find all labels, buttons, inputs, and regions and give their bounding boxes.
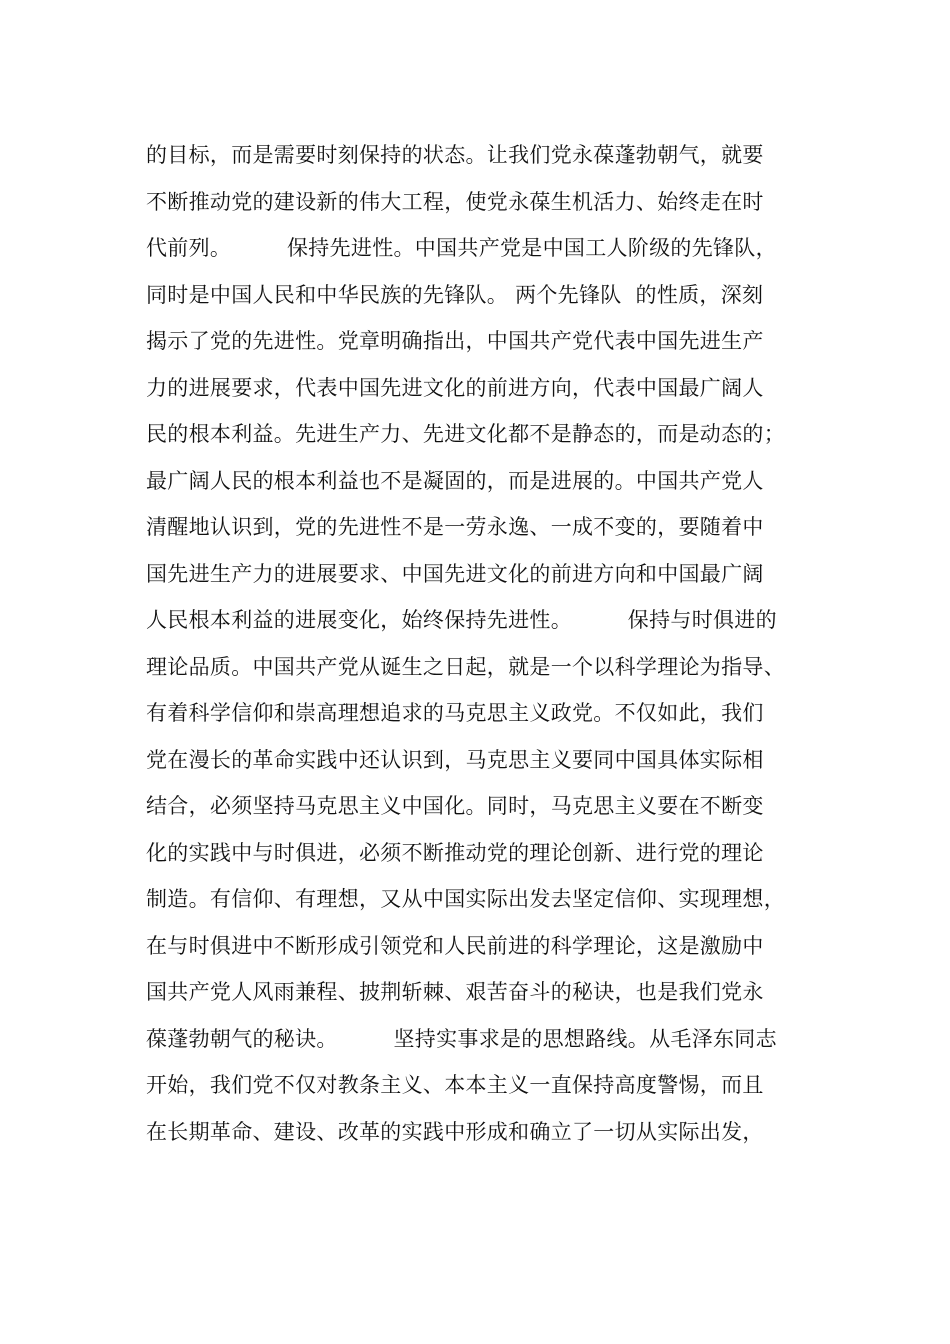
text-line: 化的实践中与时俱进，必须不断推动党的理论创新、进行党的理论	[146, 840, 764, 865]
text-line: 结合，必须坚持马克思主义中国化。同时，马克思主义要在不断变	[146, 794, 764, 818]
text-line: 人民根本利益的进展变化，始终保持先进性。 保持与时俱进的	[146, 608, 777, 632]
text-line: 党在漫长的革命实践中还认识到，马克思主义要同中国具体实际相	[146, 747, 764, 772]
text-line: 在长期革命、建设、改革的实践中形成和确立了一切从实际出发，	[146, 1119, 764, 1144]
text-line: 揭示了党的先进性。党章明确指出，中国共产党代表中国先进生产	[146, 329, 764, 353]
text-line: 代前列。 保持先进性。中国共产党是中国工人阶级的先锋队，	[146, 236, 777, 260]
text-line: 力的进展要求，代表中国先进文化的前进方向，代表中国最广阔人	[146, 375, 764, 400]
text-line: 国先进生产力的进展要求、中国先进文化的前进方向和中国最广阔	[146, 561, 764, 586]
text-line: 的目标，而是需要时刻保持的状态。让我们党永葆蓬勃朝气，就要	[146, 143, 764, 167]
text-line: 不断推动党的建设新的伟大工程，使党永葆生机活力、始终走在时	[146, 189, 764, 214]
body-text	[146, 132, 836, 1155]
text-line: 制造。有信仰、有理想，又从中国实际出发去坚定信仰、实现理想，	[146, 887, 785, 911]
text-line: 最广阔人民的根本利益也不是凝固的，而是进展的。中国共产党人	[146, 468, 764, 493]
text-line: 民的根本利益。先进生产力、先进文化都不是静态的，而是动态的；	[146, 422, 785, 446]
text-line: 有着科学信仰和崇高理想追求的马克思主义政党。不仅如此，我们	[146, 701, 764, 725]
text-line: 国共产党人风雨兼程、披荆斩棘、艰苦奋斗的秘诀，也是我们党永	[146, 980, 764, 1004]
text-line: 葆蓬勃朝气的秘诀。 坚持实事求是的思想路线。从毛泽东同志	[146, 1026, 777, 1051]
text-line: 同时是中国人民和中华民族的先锋队。 两个先锋队 的性质，深刻	[146, 282, 764, 307]
text-line: 在与时俱进中不断形成引领党和人民前进的科学理论，这是激励中	[146, 933, 764, 958]
text-line: 开始，我们党不仅对教条主义、本本主义一直保持高度警惕，而且	[146, 1073, 764, 1097]
text-line: 理论品质。中国共产党从诞生之日起，就是一个以科学理论为指导、	[146, 654, 785, 679]
text-line: 清醒地认识到，党的先进性不是一劳永逸、一成不变的，要随着中	[146, 515, 764, 539]
